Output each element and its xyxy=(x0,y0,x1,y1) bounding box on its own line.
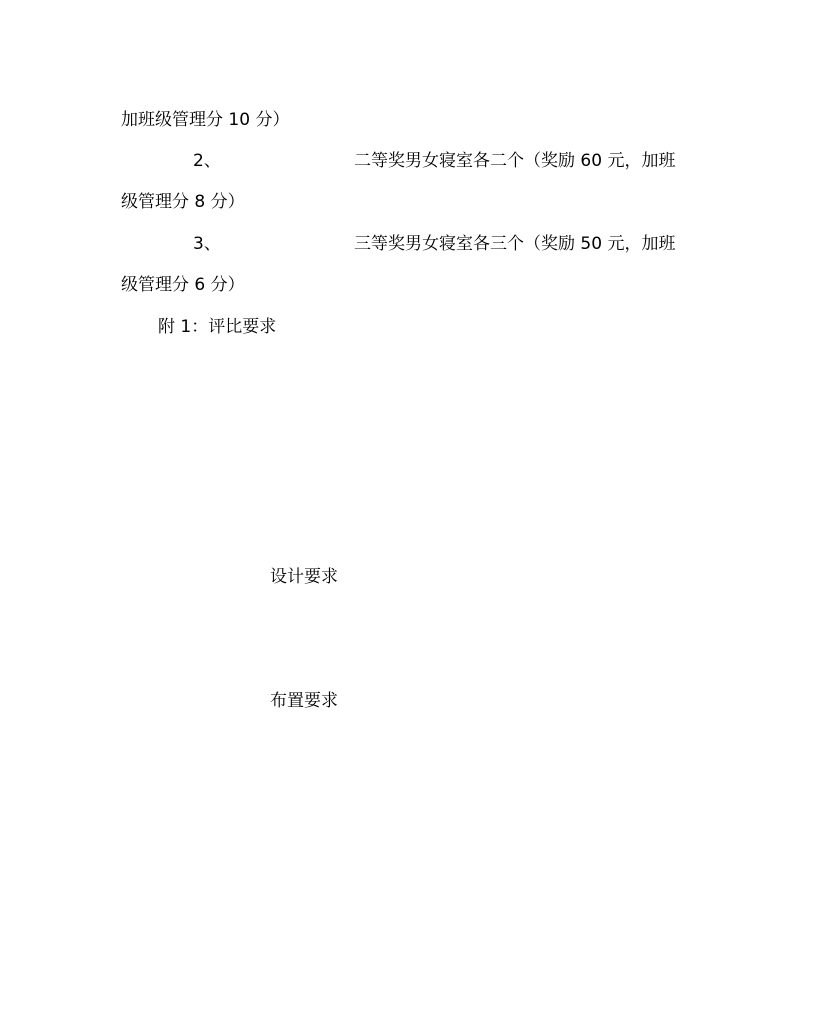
paragraph-line-award-1-continuation: 加班级管理分 10 分） xyxy=(121,110,290,130)
list-item-second-prize-continuation: 级管理分 8 分） xyxy=(121,192,245,212)
list-item-third-prize: 三等奖男女寝室各三个（奖励 50 元，加班 xyxy=(354,234,676,254)
appendix-title: 附 1：评比要求 xyxy=(158,317,277,337)
section-heading-design: 设计要求 xyxy=(270,567,338,587)
list-item-second-prize: 二等奖男女寝室各二个（奖励 60 元，加班 xyxy=(354,151,676,171)
list-number-3: 3、 xyxy=(193,234,221,254)
section-heading-layout: 布置要求 xyxy=(270,691,338,711)
list-number-2: 2、 xyxy=(193,151,221,171)
list-item-third-prize-continuation: 级管理分 6 分） xyxy=(121,275,245,295)
